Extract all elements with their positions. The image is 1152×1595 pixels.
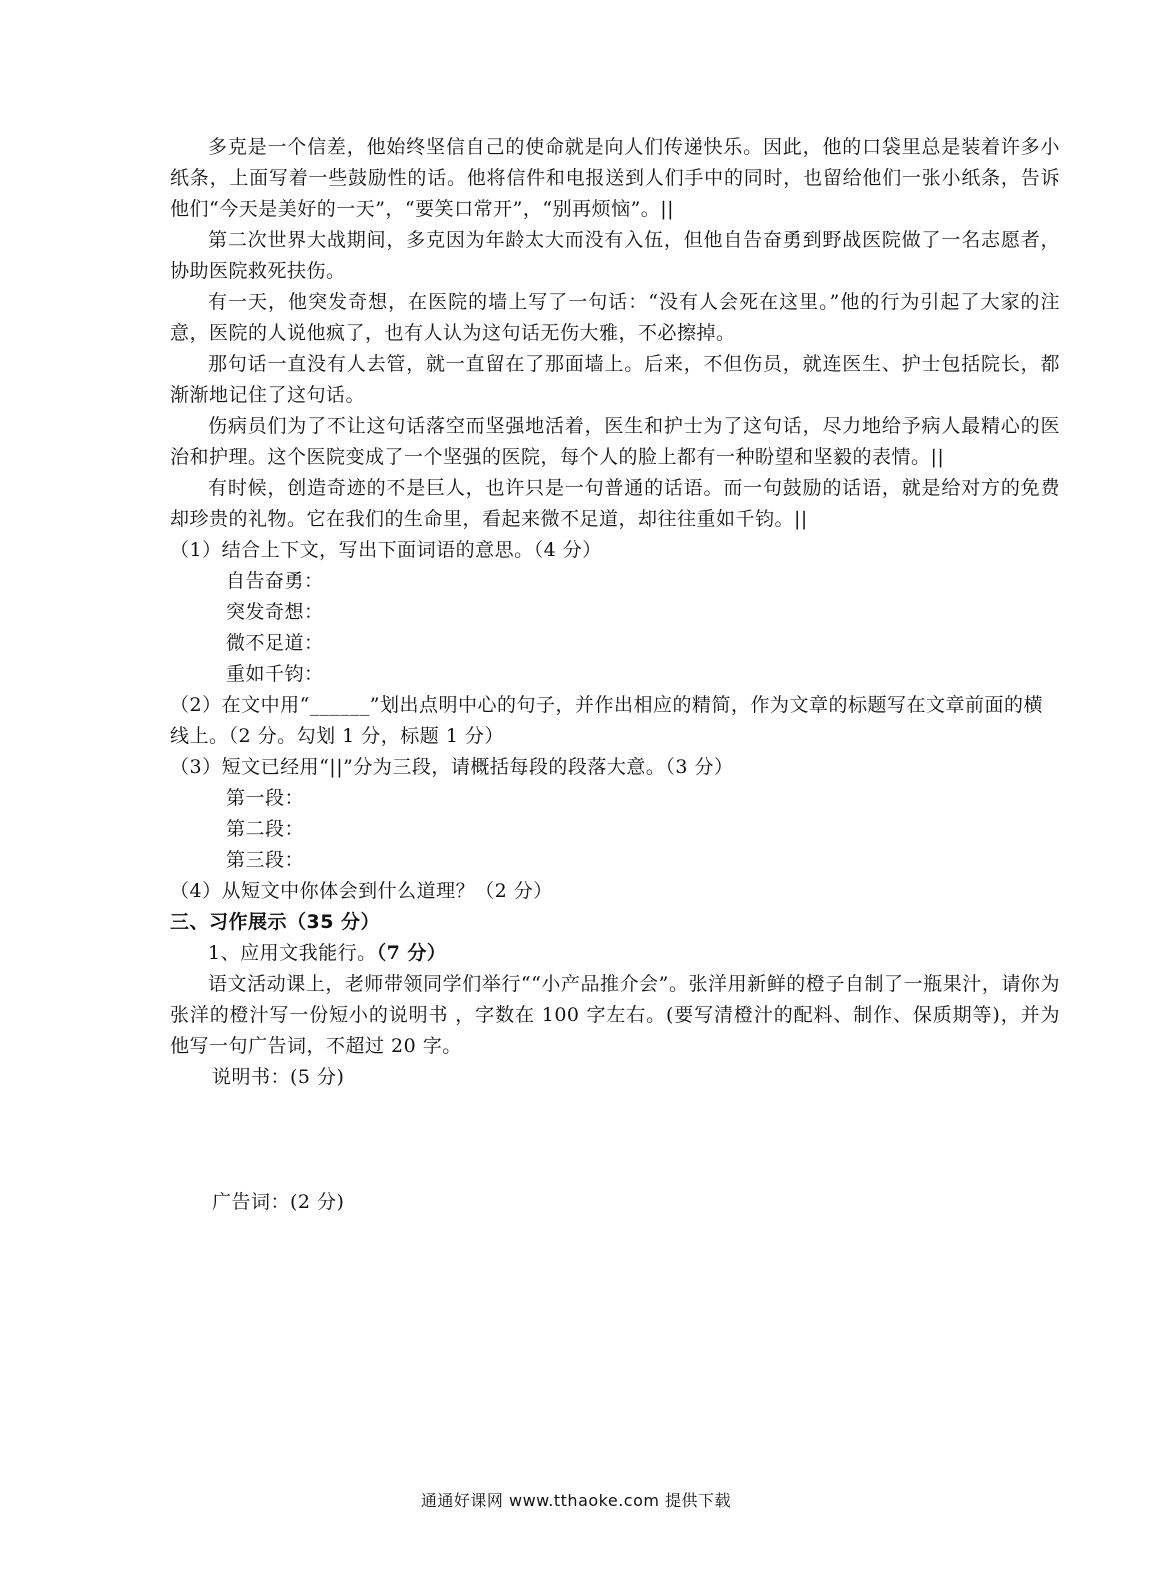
question-1-term: 微不足道：: [226, 632, 324, 654]
section-3-title: 三、习作展示（35 分）: [170, 911, 381, 933]
question-1-term: 自告奋勇：: [226, 570, 324, 592]
passage-paragraph-2: 第二次世界大战期间，多克因为年龄太大而没有入伍，但他自告奋勇到野战医院做了一名志愿者，协助医院救死扶伤。: [170, 229, 1060, 282]
page-footer: 通通好课网 www.tthaoke.com 提供下载: [420, 1491, 732, 1510]
slogan-label: 广告词：(2 分): [212, 1191, 345, 1213]
passage-paragraph-6: 有时候，创造奇迹的不是巨人，也许只是一句普通的话语。而一句鼓励的话语，就是给对方的免费却珍贵的礼物。它在我们的生命里，看起来微不足道，却往往重如千钧。||: [170, 477, 1060, 530]
question-3-part: 第三段：: [226, 849, 305, 871]
section-3-item-1-title: [170, 938, 1060, 969]
manual-label: 说明书：(5 分): [212, 1066, 345, 1088]
item-1-score: （7 分）: [376, 942, 447, 964]
question-1-term: 重如千钧：: [226, 663, 324, 685]
passage-paragraph-3: 有一天，他突发奇想，在医院的墙上写了一句话：“没有人会死在这里。”他的行为引起了大家的注意，医院的人说他疯了，也有人认为这句话无伤大雅，不必擦掉。: [170, 291, 1060, 344]
section-3-instructions: 语文活动课上，老师带领同学们举行““小产品推介会”。张洋用新鲜的橙子自制了一瓶果汁，请你为张洋的橙汁写一份短小的说明书 ，字数在 100 字左右。(要写清橙汁的配料、制作、保质期等)，并为他写一句广告词，不超过 20 字。: [170, 973, 1060, 1057]
question-2-prompt: （2）在文中用“______”划出点明中心的句子，并作出相应的精简，作为文章的标题写在文章前面的横线上。（2 分。勾划 1 分，标题 1 分）: [170, 694, 1044, 747]
question-3-prompt: （3）短文已经用“||”分为三段，请概括每段的段落大意。（3 分）: [170, 756, 734, 778]
page-content: [170, 132, 1060, 1218]
question-4-prompt: （4）从短文中你体会到什么道理？（2 分）: [170, 880, 553, 902]
passage-paragraph-1: 多克是一个信差，他始终坚信自己的使命就是向人们传递快乐。因此，他的口袋里总是装着许多小纸条，上面写着一些鼓励性的话。他将信件和电报送到人们手中的同时，也留给他们一张小纸条，告诉他们“今天是美好的一天”，“要笑口常开”，“别再烦恼”。||: [170, 136, 1060, 220]
question-1-prompt: （1）结合上下文，写出下面词语的意思。（4 分）: [170, 539, 602, 561]
item-1-label: 1、应用文我能行。: [208, 942, 377, 964]
passage-paragraph-4: 那句话一直没有人去管，就一直留在了那面墙上。后来，不但伤员，就连医生、护士包括院长，都渐渐地记住了这句话。: [170, 353, 1060, 406]
passage-paragraph-5: 伤病员们为了不让这句话落空而坚强地活着，医生和护士为了这句话，尽力地给予病人最精心的医治和护理。这个医院变成了一个坚强的医院，每个人的脸上都有一种盼望和坚毅的表情。||: [170, 415, 1060, 468]
manual-answer-space: [170, 1093, 1060, 1187]
question-3-part: 第二段：: [226, 818, 305, 840]
question-1-term: 突发奇想：: [226, 601, 324, 623]
question-3-part: 第一段：: [226, 787, 305, 809]
